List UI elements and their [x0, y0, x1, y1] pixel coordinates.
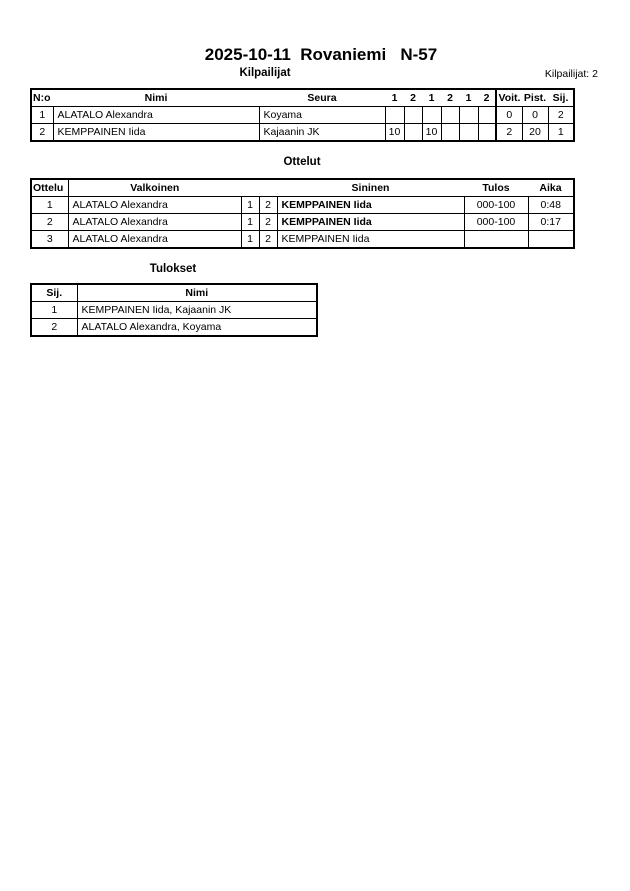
matches-header-row — [31, 179, 574, 197]
match-result — [464, 231, 528, 249]
round-score — [459, 107, 478, 124]
competitor-points: 20 — [522, 124, 548, 142]
match-result: 000-100 — [464, 197, 528, 214]
round-score — [441, 107, 459, 124]
competitor-club: Kajaanin JK — [259, 124, 385, 142]
col-round-header: 1 — [459, 89, 478, 107]
col-blue-header: Sininen — [277, 179, 464, 197]
col-round-header: 2 — [441, 89, 459, 107]
round-score — [422, 107, 441, 124]
white-competitor: ALATALO Alexandra — [68, 197, 241, 214]
round-score: 10 — [385, 124, 404, 142]
round-score — [459, 124, 478, 142]
competitors-heading: Kilpailijat — [239, 67, 291, 79]
blue-competitor: KEMPPAINEN Iida — [277, 197, 464, 214]
white-competitor: ALATALO Alexandra — [68, 231, 241, 249]
result-row — [31, 319, 317, 337]
results-header-row — [31, 284, 317, 302]
page-title: 2025-10-11 Rovaniemi N-57 — [204, 45, 438, 64]
round-score — [441, 124, 459, 142]
col-time-header: Aika — [528, 179, 574, 197]
round-score: 10 — [422, 124, 441, 142]
round-score — [404, 124, 422, 142]
col-club-header: Seura — [259, 89, 385, 107]
match-time — [528, 231, 574, 249]
competitor-place: 1 — [548, 124, 574, 142]
matches-heading: Ottelut — [283, 156, 321, 168]
competitor-number: 2 — [31, 124, 53, 142]
competitor-row — [31, 107, 574, 124]
col-name-header: Nimi — [53, 89, 259, 107]
col-blue-num-header — [259, 179, 277, 197]
blue-draw-number: 2 — [259, 214, 277, 231]
match-result: 000-100 — [464, 214, 528, 231]
blue-competitor: KEMPPAINEN Iida — [277, 214, 464, 231]
competitor-row — [31, 124, 574, 142]
competitor-points: 0 — [522, 107, 548, 124]
competitor-number: 1 — [31, 107, 53, 124]
competitors-table — [30, 88, 575, 142]
result-place: 2 — [31, 319, 77, 337]
match-row — [31, 197, 574, 214]
result-name: ALATALO Alexandra, Koyama — [77, 319, 317, 337]
match-number: 3 — [31, 231, 68, 249]
col-round-header: 2 — [404, 89, 422, 107]
col-number-header: N:o — [31, 89, 53, 107]
match-row — [31, 214, 574, 231]
match-number: 2 — [31, 214, 68, 231]
blue-draw-number: 2 — [259, 231, 277, 249]
round-score — [385, 107, 404, 124]
round-score — [478, 107, 496, 124]
white-draw-number: 1 — [241, 231, 259, 249]
results-heading: Tulokset — [149, 263, 197, 275]
blue-draw-number: 2 — [259, 197, 277, 214]
competitors-header-row — [31, 89, 574, 107]
matches-table — [30, 178, 575, 249]
competitor-wins: 0 — [496, 107, 522, 124]
col-place-header: Sij. — [548, 89, 574, 107]
result-name: KEMPPAINEN Iida, Kajaanin JK — [77, 302, 317, 319]
competitors-count-label: Kilpailijat: 2 — [544, 68, 598, 80]
col-round-header: 2 — [478, 89, 496, 107]
col-result-header: Tulos — [464, 179, 528, 197]
col-round-header: 1 — [422, 89, 441, 107]
white-draw-number: 1 — [241, 214, 259, 231]
competitor-name: KEMPPAINEN Iida — [53, 124, 259, 142]
match-time: 0:17 — [528, 214, 574, 231]
round-score — [478, 124, 496, 142]
blue-competitor: KEMPPAINEN Iida — [277, 231, 464, 249]
white-draw-number: 1 — [241, 197, 259, 214]
col-wins-header: Voit. — [496, 89, 522, 107]
result-place: 1 — [31, 302, 77, 319]
competitor-club: Koyama — [259, 107, 385, 124]
round-score — [404, 107, 422, 124]
results-table — [30, 283, 318, 337]
col-points-header: Pist. — [522, 89, 548, 107]
result-row — [31, 302, 317, 319]
col-match-header: Ottelu — [31, 179, 68, 197]
match-number: 1 — [31, 197, 68, 214]
col-white-header: Valkoinen — [68, 179, 241, 197]
match-row — [31, 231, 574, 249]
match-time: 0:48 — [528, 197, 574, 214]
col-place-header: Sij. — [31, 284, 77, 302]
col-name-header: Nimi — [77, 284, 317, 302]
competitor-place: 2 — [548, 107, 574, 124]
white-competitor: ALATALO Alexandra — [68, 214, 241, 231]
competitor-name: ALATALO Alexandra — [53, 107, 259, 124]
col-white-num-header — [241, 179, 259, 197]
competitor-wins: 2 — [496, 124, 522, 142]
col-round-header: 1 — [385, 89, 404, 107]
